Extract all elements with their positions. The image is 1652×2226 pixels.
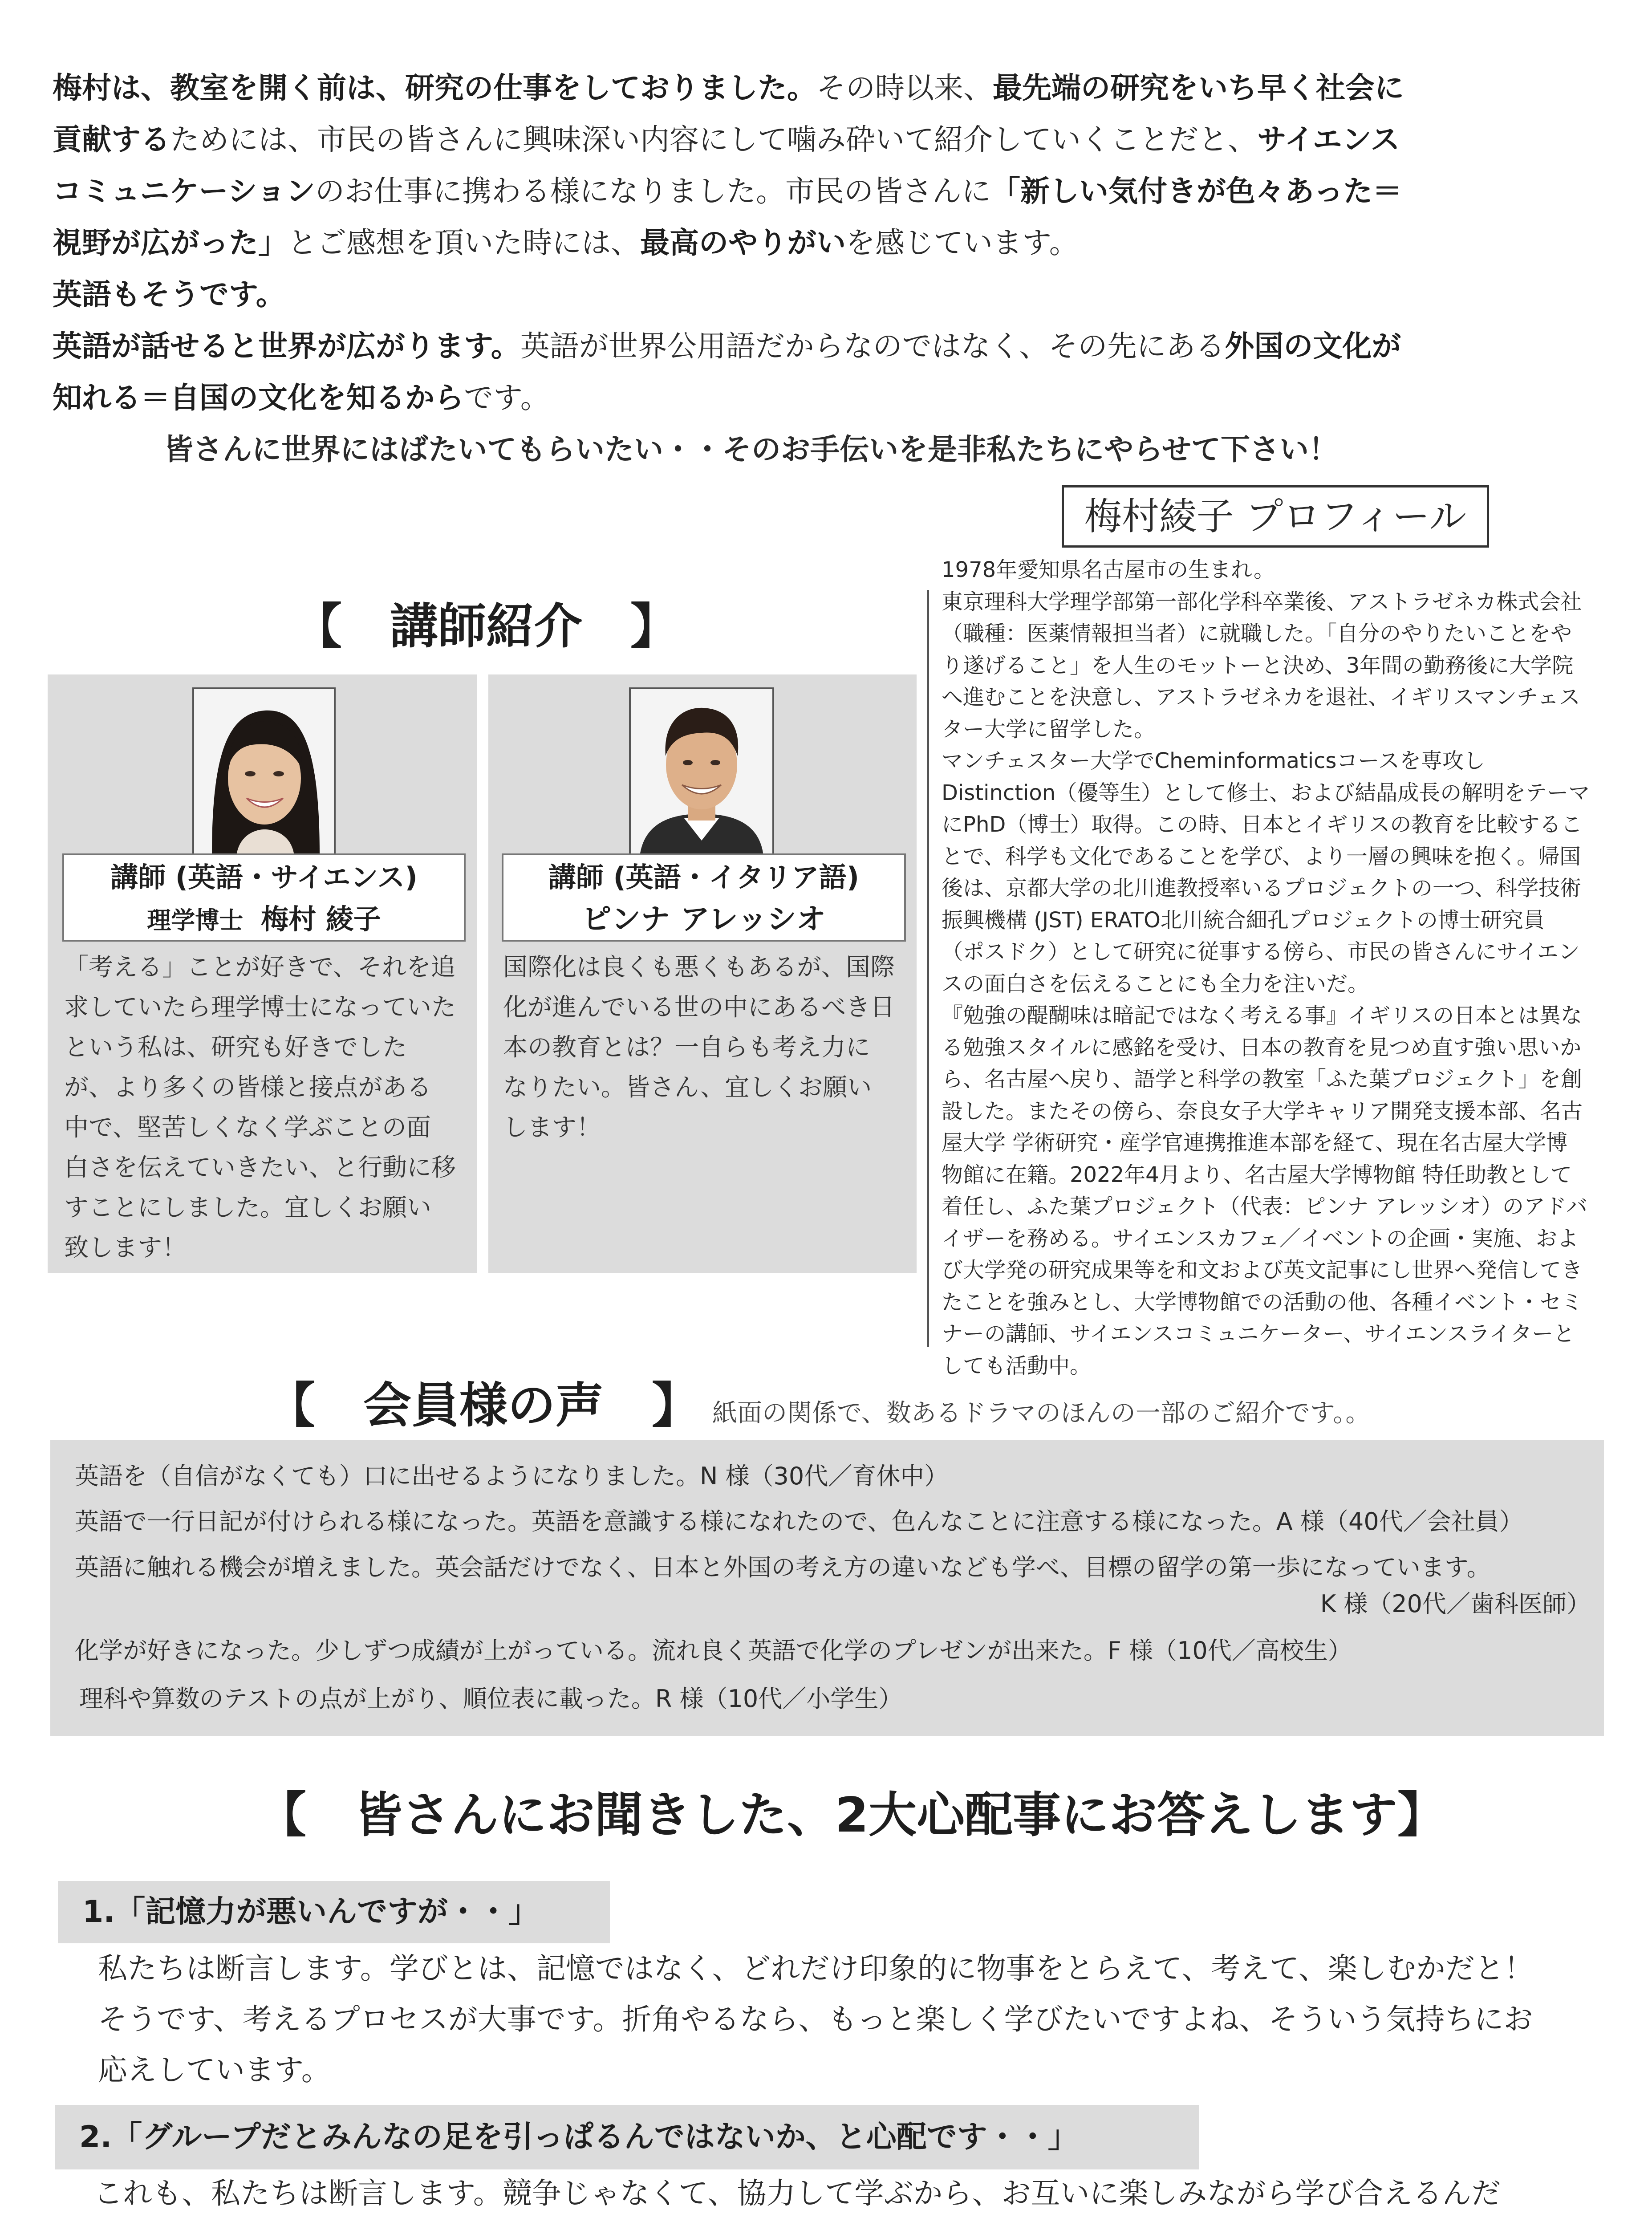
lecturer-message-line: 国際化は良くも悪くもあるが、国際 bbox=[503, 953, 895, 981]
lecturer-role: 講師 (英語・サイエンス) bbox=[110, 861, 418, 894]
lecturer-name-line bbox=[64, 898, 464, 942]
emphasis-text: 貢献する bbox=[53, 122, 170, 157]
answer-line: これも、私たちは断言します。競争じゃなくて、協力して学ぶから、お互いに楽しみながら学び合えるんだ bbox=[93, 2176, 1501, 2210]
lecturer-degree: 理学博士 bbox=[147, 906, 244, 934]
lecturer-card bbox=[48, 674, 477, 1273]
profile-line: たことを強みとし、大学博物館での活動の他、各種イベント・セミ bbox=[942, 1289, 1583, 1315]
intro-line bbox=[53, 217, 1602, 269]
profile-line: にPhD（博士）取得。この時、日本とイギリスの教育を比較するこ bbox=[942, 812, 1583, 837]
body-text: を感じています。 bbox=[846, 226, 1079, 260]
voices-note: 紙面の関係で、数あるドラマのほんの一部のご紹介です。。 bbox=[712, 1399, 1371, 1428]
voice-item: 化学が好きになった。少しずつ成績が上がっている。流れ良く英語で化学のプレゼンが出来た。F 様（10代／高校生） bbox=[75, 1637, 1352, 1665]
profile-line: 着任し、ふた葉プロジェクト（代表：ピンナ アレッシオ）のアドバ bbox=[942, 1194, 1587, 1219]
voices-heading: 【 会員様の声 】 bbox=[267, 1378, 700, 1434]
body-text: その時以来、 bbox=[816, 71, 993, 105]
profile-line: ナーの講師、サイエンスコミュニケーター、サイエンスライターと bbox=[942, 1321, 1575, 1346]
voice-item: 英語を（自信がなくても）口に出せるようになりました。N 様（30代／育休中） bbox=[75, 1462, 949, 1490]
profile-line: ら、名古屋へ戻り、語学と科学の教室「ふた葉プロジェクト」を創 bbox=[942, 1067, 1583, 1092]
intro-line bbox=[53, 166, 1602, 217]
voice-item: 理科や算数のテストの点が上がり、順位表に載った。R 様（10代／小学生） bbox=[79, 1685, 903, 1713]
profile-line: り遂げること」を人生のモットーと決め、3年間の勤務後に大学院 bbox=[942, 653, 1574, 678]
voice-item-author: K 様（20代／歯科医師） bbox=[1320, 1590, 1591, 1618]
emphasis-text: 英語が話せると世界が広がります。 bbox=[53, 329, 520, 363]
lecturer-portrait-icon bbox=[631, 689, 772, 856]
profile-line: スの面白さを伝えることにも全力を注いだ。 bbox=[942, 971, 1369, 996]
profile-line: （職種：医薬情報担当者）に就職した。「自分のやりたいことをや bbox=[942, 621, 1572, 646]
lecturer-message-line: 本の教育とは？一自らも考え力に bbox=[503, 1033, 871, 1061]
profile-line: へ進むことを決意し、アストラゼネカを退社、イギリスマンチェス bbox=[942, 685, 1580, 710]
lecturer-message-line: なりたい。皆さん、宜しくお願い bbox=[503, 1073, 872, 1101]
profile-line: 『勉強の醍醐味は暗記ではなく考える事』イギリスの日本とは異な bbox=[942, 1003, 1583, 1028]
emphasis-text: 外国の文化が bbox=[1225, 329, 1401, 363]
answer-text bbox=[93, 2168, 1616, 2226]
profile-line: る勉強スタイルに感銘を受け、日本の教育を見つめ直す強い思いか bbox=[942, 1035, 1582, 1060]
emphasis-text: 英語もそうです。 bbox=[53, 277, 285, 312]
profile-line: 物館に在籍。2022年4月より、名古屋大学博物館 特任助教として bbox=[942, 1162, 1572, 1187]
intro-line bbox=[53, 62, 1602, 114]
profile-divider bbox=[927, 590, 929, 1347]
qa-heading: 【 皆さんにお聞きした、2大心配事にお答えします】 bbox=[258, 1787, 1446, 1843]
intro-line bbox=[53, 269, 1602, 321]
lecturer-message bbox=[503, 947, 913, 1147]
body-text: とご感想を頂いた時には、 bbox=[288, 226, 640, 260]
lecturer-photo bbox=[629, 687, 774, 858]
body-text: 英語が世界公用語だからなのではなく、その先にある bbox=[520, 329, 1225, 363]
answer-text bbox=[98, 1943, 1620, 2096]
lecturers-heading: 【 講師紹介 】 bbox=[294, 599, 679, 654]
profile-line: （ポスドク）として研究に従事する傍ら、市民の皆さんにサイエン bbox=[942, 939, 1580, 964]
lecturer-message-line: します！ bbox=[503, 1113, 601, 1141]
intro-call-to-action: 皆さんに世界にはばたいてもらいたい・・そのお手伝いを是非私たちにやらせて下さい！ bbox=[164, 432, 1339, 467]
profile-line: イザーを務める。サイエンスカフェ／イベントの企画・実施、およ bbox=[942, 1226, 1579, 1251]
intro-line bbox=[53, 321, 1602, 372]
emphasis-text: サイエンス bbox=[1257, 122, 1400, 157]
body-text: ためには、市民の皆さんに興味深い内容にして噛み砕いて紹介していくことだと、 bbox=[170, 122, 1257, 157]
profile-line: とで、科学も文化であることを学び、より一層の興味を抱く。帰国 bbox=[942, 844, 1581, 869]
lecturer-message-line: 致します！ bbox=[64, 1233, 187, 1262]
answer-line: そうです、考えるプロセスが大事です。折角やるなら、もっと楽しく学びたいですよね、そういう気持ちにお bbox=[98, 2002, 1533, 2036]
profile-title: 梅村綾子 プロフィール bbox=[1062, 485, 1489, 548]
profile-line: 1978年愛知県名古屋市の生まれ。 bbox=[942, 557, 1275, 582]
lecturer-message-line: が、より多くの皆様と接点がある bbox=[64, 1073, 432, 1101]
body-text: のお仕事に携わる様になりました。市民の皆さんに bbox=[315, 174, 991, 208]
emphasis-text: 視野が広がった」 bbox=[53, 226, 288, 260]
profile-line: 後は、京都大学の北川進教授率いるプロジェクトの一つ、科学技術 bbox=[942, 876, 1582, 901]
lecturer-card bbox=[488, 674, 917, 1273]
lecturer-message bbox=[64, 947, 474, 1267]
intro-line bbox=[53, 114, 1602, 166]
profile-line: ター大学に留学した。 bbox=[942, 716, 1156, 742]
lecturer-message-line: 化が進んでいる世の中にあるべき日 bbox=[503, 993, 895, 1021]
emphasis-text: 最先端の研究をいち早く社会に bbox=[993, 71, 1404, 105]
question-label: 1.「記憶力が悪いんですが・・」 bbox=[58, 1881, 610, 1943]
voice-item: 英語で一行日記が付けられる様になった。英語を意識する様になれたので、色んなことに注意する様になった。A 様（40代／会社員） bbox=[75, 1507, 1523, 1535]
profile-line: 東京理科大学理学部第一部化学科卒業後、アストラゼネカ株式会社 bbox=[942, 589, 1582, 614]
lecturer-portrait-icon bbox=[194, 689, 334, 856]
lecturer-message-line: という私は、研究も好きでした bbox=[64, 1033, 407, 1061]
answer-line: 私たちは断言します。学びとは、記憶ではなく、どれだけ印象的に物事をとらえて、考えて、楽しむかだと！ bbox=[98, 1951, 1534, 1986]
emphasis-text: コミュニケーション bbox=[53, 174, 316, 208]
intro-line bbox=[53, 372, 1602, 424]
lecturer-name: 梅村 綾子 bbox=[261, 903, 381, 935]
lecturer-message-line: 白さを伝えていきたい、と行動に移 bbox=[64, 1153, 456, 1182]
emphasis-text: 梅村は、教室を開く前は、研究の仕事をしておりました。 bbox=[53, 71, 816, 105]
profile-text bbox=[942, 554, 1623, 1382]
intro-paragraph bbox=[53, 62, 1602, 475]
voices-box bbox=[50, 1440, 1604, 1736]
answer-line: 応えしています。 bbox=[98, 2053, 331, 2087]
lecturer-message-line: すことにしました。宜しくお願い bbox=[64, 1193, 432, 1222]
profile-line: 設した。またその傍ら、奈良女子大学キャリア開発支援本部、名古 bbox=[942, 1098, 1583, 1124]
answer-line bbox=[93, 2219, 1616, 2226]
profile-line: び大学発の研究成果等を和文および英文記事にし世界へ発信してき bbox=[942, 1258, 1583, 1283]
lecturer-namebox bbox=[502, 853, 906, 942]
lecturer-role: 講師 (英語・イタリア語) bbox=[548, 861, 860, 894]
emphasis-text: 最高のやりがい bbox=[640, 226, 846, 260]
profile-line: 屋大学 学術研究・産学官連携推進本部を経て、現在名古屋大学博 bbox=[942, 1130, 1568, 1155]
profile-line: マンチェスター大学でCheminformaticsコースを専攻し bbox=[942, 748, 1486, 773]
lecturer-name: ピンナ アレッシオ bbox=[582, 902, 826, 936]
lecturer-message-line: 求していたら理学博士になっていた bbox=[64, 993, 456, 1021]
question-label: 2.「グループだとみんなの足を引っぱるんではないか、と心配です・・」 bbox=[55, 2105, 1199, 2169]
profile-line: Distinction（優等生）として修士、および結晶成長の解明をテーマ bbox=[942, 780, 1590, 805]
lecturer-namebox bbox=[62, 853, 466, 942]
profile-line: 振興機構 (JST) ERATO北川統合細孔プロジェクトの博士研究員 bbox=[942, 907, 1545, 933]
body-text: です。 bbox=[464, 381, 550, 415]
lecturer-message-line: 中で、堅苦しくなく学ぶことの面 bbox=[64, 1113, 431, 1141]
emphasis-text: 「新しい気付きが色々あった＝ bbox=[991, 174, 1402, 208]
lecturer-message-line: 「考える」ことが好きで、それを追 bbox=[64, 953, 455, 981]
lecturer-photo bbox=[192, 687, 336, 858]
profile-line: しても活動中。 bbox=[942, 1353, 1092, 1378]
voice-item: 英語に触れる機会が増えました。英会話だけでなく、日本と外国の考え方の違いなども学べ、目標の留学の第一歩になっています。 bbox=[75, 1553, 1491, 1581]
emphasis-text: 知れる＝自国の文化を知るから bbox=[53, 381, 464, 415]
